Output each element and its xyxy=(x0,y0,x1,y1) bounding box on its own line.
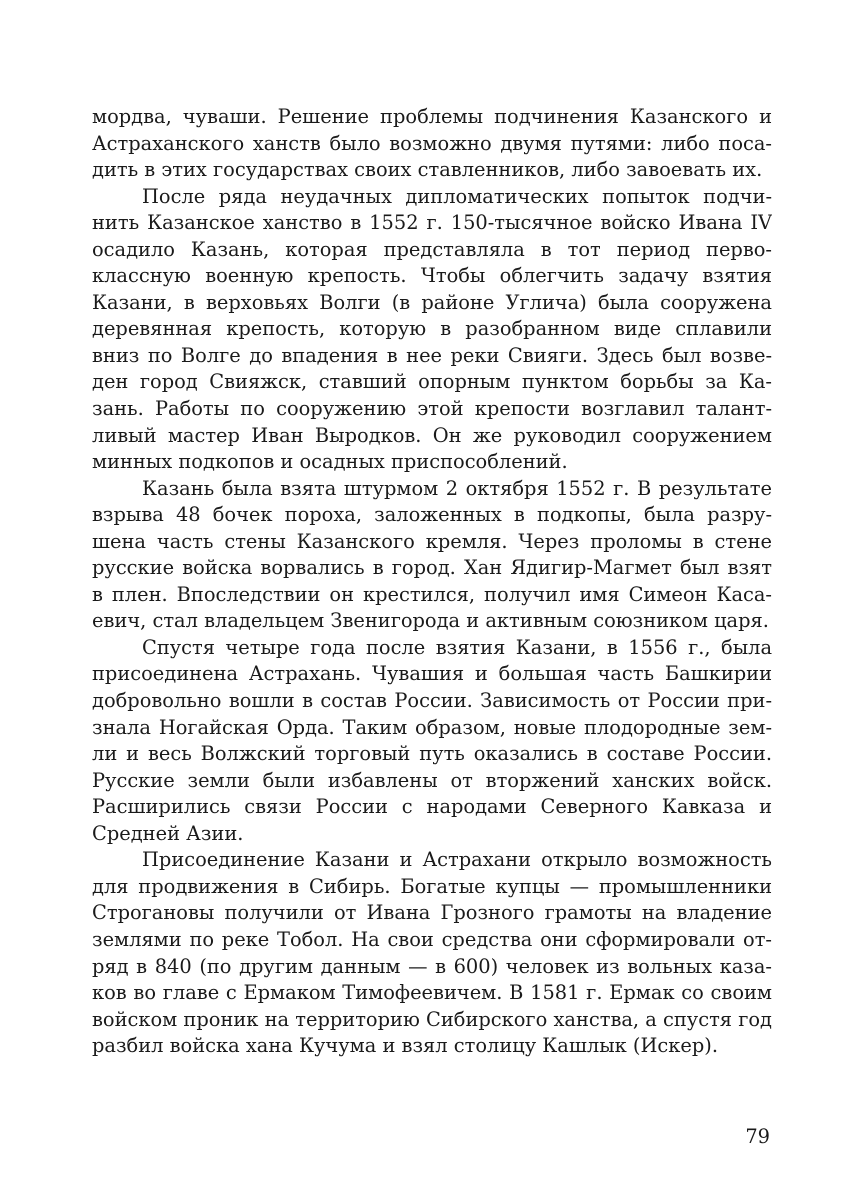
text-line: Казани, в верховьях Волги (в районе Углича) была сооружена xyxy=(92,290,772,314)
text-line: нить Казанское ханство в 1552 г. 150-тысячное войско Ивана IV xyxy=(92,211,772,235)
text-line: зань. Работы по сооружению этой крепости возглавил талант- xyxy=(92,397,772,421)
text-line: ливый мастер Иван Выродков. Он же руководил сооружением xyxy=(92,423,772,447)
paragraph-first-line: Казань была взята штурмом 2 октября 1552 г. В результате xyxy=(142,476,772,500)
text-line: ряд в 840 (по другим данным — в 600) человек из вольных каза- xyxy=(92,954,772,978)
text-line: войском проник на территорию Сибирского ханства, а спустя год xyxy=(92,1007,772,1031)
text-line: знала Ногайская Орда. Таким образом, новые плодородные зем- xyxy=(92,715,772,739)
text-line: деревянная крепость, которую в разобранном виде сплавили xyxy=(92,317,772,341)
text-line: Астраханского ханств было возможно двумя путями: либо поса- xyxy=(92,131,772,155)
text-line: для продвижения в Сибирь. Богатые купцы — промышленники xyxy=(92,874,772,898)
text-line: разбил войска хана Кучума и взял столицу Кашлык (Искер). xyxy=(92,1034,718,1058)
text-line: присоединена Астрахань. Чувашия и большая часть Башкирии xyxy=(92,662,772,686)
text-line: Строгановы получили от Ивана Грозного грамоты на владение xyxy=(92,901,772,925)
body-text xyxy=(92,104,772,1060)
text-line: евич, стал владельцем Звенигорода и активным союзником царя. xyxy=(92,609,769,633)
text-line: мордва, чуваши. Решение проблемы подчинения Казанского и xyxy=(92,105,772,128)
page-number: 79 xyxy=(745,1125,770,1148)
text-line: русские войска ворвались в город. Хан Ядигир-Магмет был взят xyxy=(92,556,772,580)
paragraph-first-line: Присоединение Казани и Астрахани открыло возможность xyxy=(142,848,772,872)
text-line: Расширились связи России с народами Северного Кавказа и xyxy=(92,795,772,819)
text-line: вниз по Волге до впадения в нее реки Свияги. Здесь был возве- xyxy=(92,343,772,367)
text-line: в плен. Впоследствии он крестился, получил имя Симеон Каса- xyxy=(92,582,772,606)
paragraph-first-line: После ряда неудачных дипломатических попыток подчи- xyxy=(142,184,772,208)
text-line: Русские земли были избавлены от вторжений ханских войск. xyxy=(92,768,772,792)
text-line: добровольно вошли в состав России. Зависимость от России при- xyxy=(92,689,772,713)
text-line: Средней Азии. xyxy=(92,821,244,845)
text-line: дить в этих государствах своих ставленников, либо завоевать их. xyxy=(92,158,763,182)
paragraph-first-line: Спустя четыре года после взятия Казани, в 1556 г., была xyxy=(142,635,772,659)
text-line: классную военную крепость. Чтобы облегчить задачу взятия xyxy=(92,264,772,288)
text-line: ли и весь Волжский торговый путь оказались в составе России. xyxy=(92,742,772,766)
text-line: ков во главе с Ермаком Тимофеевичем. В 1581 г. Ермак со своим xyxy=(92,981,772,1005)
text-line: ден город Свияжск, ставший опорным пунктом борьбы за Ка- xyxy=(92,370,772,394)
text-line: взрыва 48 бочек пороха, заложенных в подкопы, была разру- xyxy=(92,503,772,527)
text-line: землями по реке Тобол. На свои средства они сформировали от- xyxy=(92,927,772,951)
text-line: минных подкопов и осадных приспособлений. xyxy=(92,450,568,474)
text-line: осадило Казань, которая представляла в тот период перво- xyxy=(92,237,772,261)
text-line: шена часть стены Казанского кремля. Через проломы в стене xyxy=(92,529,772,553)
